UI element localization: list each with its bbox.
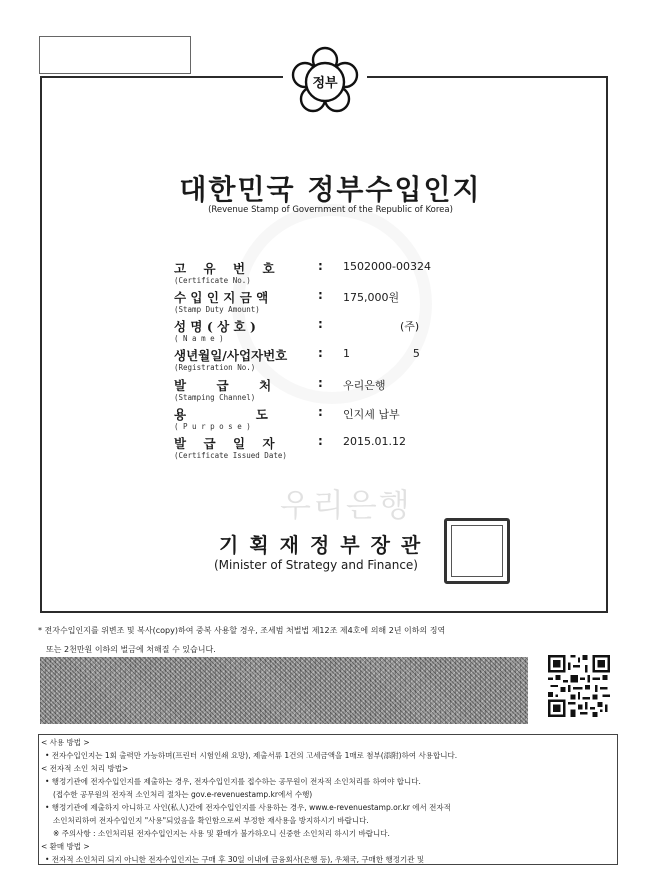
field-sub-stamping-channel: (Stamping Channel) (174, 393, 256, 402)
field-label-issued-date: 발 급 일 자 (174, 436, 275, 451)
usage-instructions-box (38, 734, 618, 865)
field-value-stamping-channel: 우리은행 (343, 379, 386, 392)
field-label-purpose: 용 도 (174, 407, 268, 422)
field-label-certificate-no: 고 유 번 호 (174, 261, 275, 276)
field-sub-certificate-no: (Certificate No.) (174, 276, 251, 285)
process-line: 소인처리하여 전자수입인지 "사용"되었음을 확인함으로써 부정한 재사용을 방지하시기 바랍니다. (53, 816, 369, 825)
process-caution: ※ 주의사항 : 소인처리된 전자수입인지는 사용 및 환매가 불가하오니 신중한 소인처리 하시기 바랍니다. (53, 829, 390, 838)
process-line: • 행정기관에 제출하지 아니하고 사인(私人)간에 전자수입인지를 사용하는 경우, www.e-revenuestamp.or.kr 에서 전자적 (45, 803, 451, 812)
refund-title: < 환매 방법 > (41, 842, 90, 851)
warning-line: 또는 2천만원 이하의 벌금에 처해질 수 있습니다. (46, 645, 216, 654)
field-sub-issued-date: (Certificate Issued Date) (174, 451, 287, 460)
field-sub-amount: (Stamp Duty Amount) (174, 305, 260, 314)
field-value-amount: 175,000원 (343, 291, 400, 304)
government-emblem-icon (289, 46, 361, 116)
field-label-amount: 수 입 인 지 금 액 (174, 290, 269, 305)
field-colon: : (318, 434, 323, 448)
field-label-registration-no: 생년월일/사업자번호 (174, 348, 288, 363)
refund-line: • 전자적 소인처리 되지 아니한 전자수입인지는 구매 후 30일 이내에 금융회사(은행 등), 우체국, 구매한 행정기관 및 (45, 855, 425, 864)
process-title: < 전자적 소인 처리 방법> (41, 764, 129, 773)
document-title: 대한민국 정부수입인지 (179, 173, 482, 206)
field-value-issued-date: 2015.01.12 (343, 435, 406, 448)
field-sub-purpose: ( P u r p o s e ) (174, 422, 251, 431)
field-value-certificate-no: 1502000-00324 (343, 260, 431, 273)
field-label-stamping-channel: 발 급 처 (174, 378, 272, 393)
document-subtitle: (Revenue Stamp of Government of the Republic of Korea) (208, 205, 453, 215)
usage-title: < 사용 방법 > (41, 738, 90, 747)
blank-top-box (39, 36, 191, 74)
bank-watermark: 우리은행 (280, 486, 412, 524)
forgery-warning (38, 621, 618, 659)
process-line: (접수한 공무원의 전자적 소인처리 절차는 gov.e-revenuestamp.kr에서 수행) (53, 790, 313, 799)
minister-title-en: (Minister of Strategy and Finance) (214, 558, 418, 572)
process-line: • 행정기관에 전자수입인지를 제출하는 경우, 전자수입인지를 접수하는 공무원이 전자적 소인처리를 하여야 합니다. (45, 777, 421, 786)
warning-line: * 전자수입인지를 위변조 및 복사(copy)하여 중복 사용할 경우, 조세범 처벌법 제12조 제4호에 의해 2년 이하의 징역 (38, 626, 446, 635)
minister-title-ko: 기획재정부장관 (219, 533, 432, 557)
usage-line: • 전자수입인지는 1회 출력만 가능하며(프린터 시험인쇄 요망), 제출서류 1건의 고세금액을 1매로 첨부(添附)하여 사용합니다. (45, 751, 458, 760)
field-colon: : (318, 259, 323, 273)
field-colon: : (318, 376, 323, 390)
qr-code-icon (548, 655, 610, 717)
field-label-name: 성 명 ( 상 호 ) (174, 319, 256, 334)
field-colon: : (318, 405, 323, 419)
security-pattern (40, 657, 528, 724)
official-seal (444, 518, 510, 584)
emblem-label: 정부 (312, 76, 338, 91)
field-value-purpose: 인지세 납부 (343, 408, 400, 421)
field-value-registration-no: 1 5 (343, 347, 420, 360)
field-colon: : (318, 346, 323, 360)
field-colon: : (318, 317, 323, 331)
field-sub-name: ( N a m e ) (174, 334, 224, 343)
field-colon: : (318, 288, 323, 302)
field-value-name: (주) (400, 320, 420, 333)
field-sub-registration-no: (Registration No.) (174, 363, 256, 372)
